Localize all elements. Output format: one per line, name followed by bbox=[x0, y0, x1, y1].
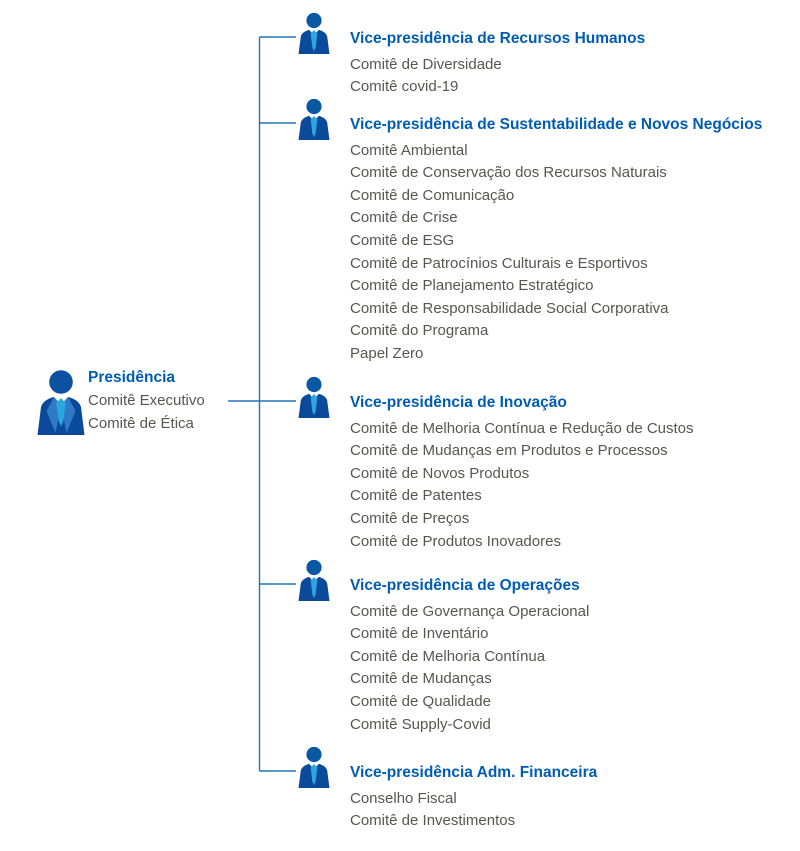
branch-inovacao bbox=[296, 376, 796, 553]
branch-title: Vice-presidência de Inovação bbox=[350, 394, 567, 411]
committee-item: Comitê de Conservação dos Recursos Naturais bbox=[350, 164, 667, 182]
committee-item: Comitê de Qualidade bbox=[350, 692, 491, 710]
committee-item: Comitê de Produtos Inovadores bbox=[350, 532, 561, 550]
committee-item: Comitê de Inventário bbox=[350, 625, 489, 643]
committee-item: Comitê Ambiental bbox=[350, 141, 468, 159]
committee-item: Papel Zero bbox=[350, 344, 424, 362]
branch-title: Vice-presidência de Operações bbox=[350, 577, 580, 594]
committee-item: Comitê covid-19 bbox=[350, 78, 459, 96]
branch-recursos-humanos bbox=[296, 12, 796, 99]
committee-list bbox=[350, 788, 796, 833]
committee-item: Comitê de Melhoria Contínua bbox=[350, 647, 546, 665]
branch-sustentabilidade-novos-negocios bbox=[296, 98, 796, 366]
presidency-committee-list bbox=[88, 389, 264, 435]
committee-item: Comitê de Planejamento Estratégico bbox=[350, 277, 594, 295]
presidency-node bbox=[34, 366, 264, 435]
person-suit-icon bbox=[296, 376, 332, 418]
committee-item: Comitê de Governança Operacional bbox=[350, 602, 590, 620]
committee-item: Comitê de ESG bbox=[350, 231, 455, 249]
committee-list bbox=[350, 140, 796, 366]
person-suit-icon bbox=[296, 559, 332, 601]
committee-item: Comitê de Mudanças bbox=[350, 670, 492, 688]
committee-item: Comitê de Responsabilidade Social Corporativa bbox=[350, 299, 669, 317]
presidency-title: Presidência bbox=[88, 369, 176, 386]
committee-item: Comitê de Ética bbox=[88, 415, 194, 432]
committee-item: Conselho Fiscal bbox=[350, 789, 457, 807]
committee-item: Comitê de Patrocínios Culturais e Esportivos bbox=[350, 254, 648, 272]
committee-item: Comitê de Mudanças em Produtos e Processos bbox=[350, 442, 668, 460]
committee-item: Comitê Supply-Covid bbox=[350, 715, 491, 733]
committee-list bbox=[350, 54, 796, 99]
person-suit-icon bbox=[296, 98, 332, 140]
committee-item: Comitê de Diversidade bbox=[350, 55, 502, 73]
person-suit-icon bbox=[34, 369, 88, 435]
committee-item: Comitê de Comunicação bbox=[350, 186, 515, 204]
committee-item: Comitê de Investimentos bbox=[350, 812, 516, 830]
committee-item: Comitê de Novos Produtos bbox=[350, 464, 530, 482]
committee-item: Comitê de Crise bbox=[350, 209, 458, 227]
committee-list bbox=[350, 418, 796, 554]
committee-item: Comitê Executivo bbox=[88, 392, 205, 409]
committee-item: Comitê do Programa bbox=[350, 322, 489, 340]
branch-title: Vice-presidência de Sustentabilidade e Novos Negócios bbox=[350, 116, 763, 133]
branch-operacoes bbox=[296, 559, 796, 736]
branch-adm-financeira bbox=[296, 746, 796, 833]
committee-item: Comitê de Patentes bbox=[350, 487, 482, 505]
committee-list bbox=[350, 601, 796, 737]
person-suit-icon bbox=[296, 12, 332, 54]
person-suit-icon bbox=[296, 746, 332, 788]
committee-item: Comitê de Preços bbox=[350, 509, 470, 527]
committee-item: Comitê de Melhoria Contínua e Redução de Custos bbox=[350, 419, 694, 437]
branch-title: Vice-presidência Adm. Financeira bbox=[350, 764, 598, 781]
branch-title: Vice-presidência de Recursos Humanos bbox=[350, 30, 646, 47]
